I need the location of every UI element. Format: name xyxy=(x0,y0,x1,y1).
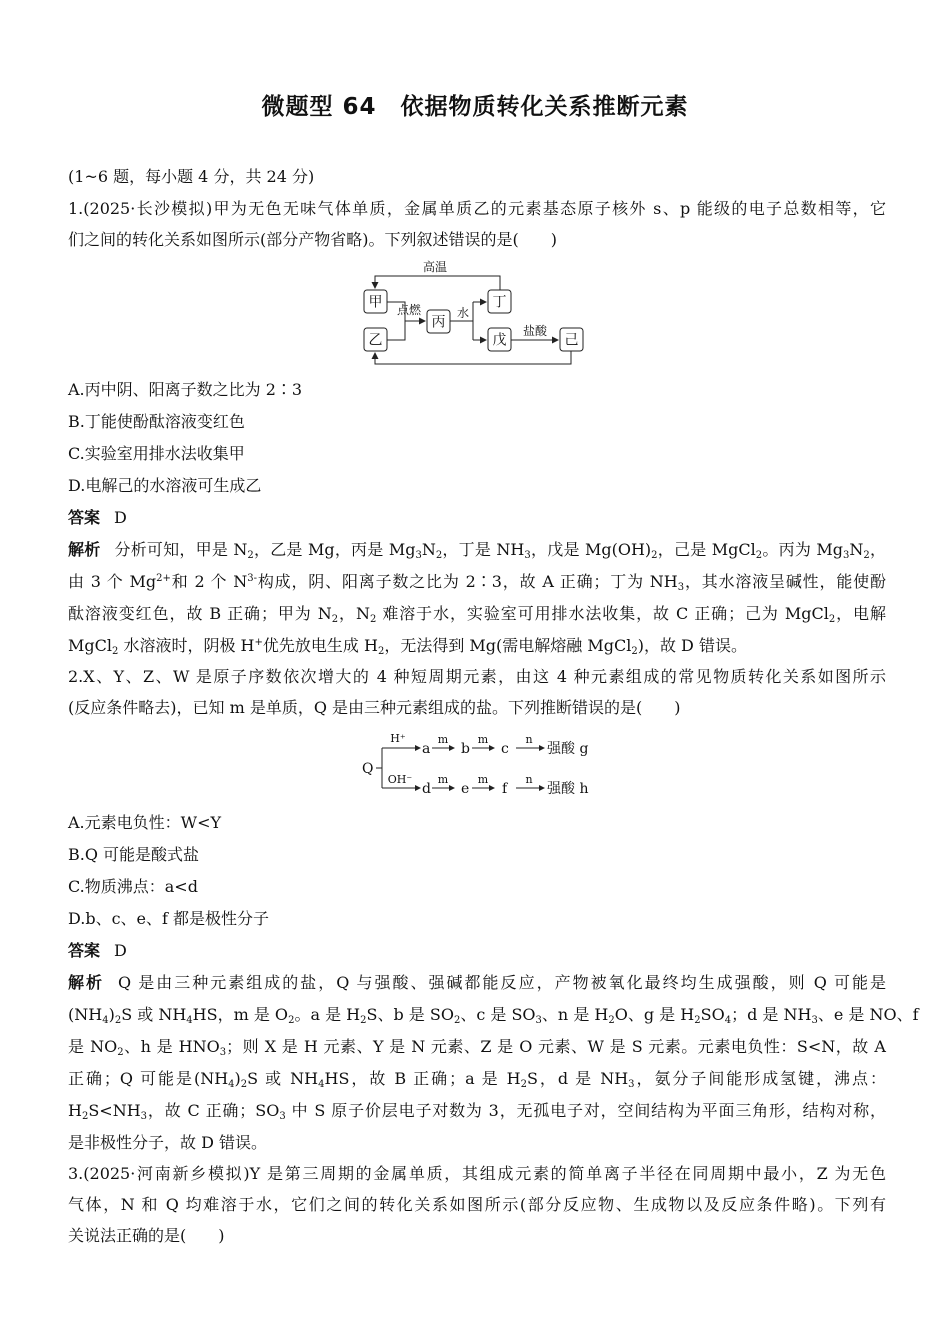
q2-answer xyxy=(68,941,886,961)
q1-answer-value: D xyxy=(114,508,127,527)
q1-option-d: D.电解己的水溶液可生成乙 xyxy=(68,476,262,495)
q2-analysis-line-3: 是 $NO_2$、h 是 $HNO_3$；则 X 是 H 元素、Y 是 N 元素、Z 是 O 元素、W 是 S 元素。元素电负性：S<N，故 A xyxy=(68,1037,886,1058)
q1-node-yi: 乙 xyxy=(368,332,383,349)
q2-node-b: b xyxy=(461,741,470,757)
q1-analysis-line-4: MgCl$_2$ 水溶液时，阴极 H+优先放电生成 $H_2$，无法得到 Mg(需电解熔融 MgCl$_2$)，故 D 错误。 xyxy=(68,636,747,657)
page-title: 微题型 64 依据物质转化关系推断元素 xyxy=(261,94,689,120)
q1-analysis-line-1: 解析 分析可知，甲是 $N_2$，乙是 Mg，丙是 $Mg_3N_2$，丁是 $NH_3$，戊是 $Mg(OH)_2$，己是 MgCl$_2$。丙为 $Mg_3N_2$， xyxy=(68,540,886,561)
q1-option-a: A.丙中阴、阳离子数之比为 2∶3 xyxy=(68,380,303,399)
q2-analysis-line-6: 是非极性分子，故 D 错误。 xyxy=(68,1133,268,1152)
q2-option-a: A.元素电负性：W<Y xyxy=(68,813,222,832)
q2-label-oh-minus: OH⁻ xyxy=(387,773,413,786)
q1-analysis-line-2: 由 3 个 $Mg^{2+}$和 2 个 $N^{3-}$构成，阴、阳离子数之比为 2∶3，故 A 正确；丁为 $NH_3$，其水溶液呈碱性，能使酚 xyxy=(68,572,886,593)
q2-stem-line-2: (反应条件略去)，已知 m 是单质，Q 是由三种元素组成的盐。下列推断错误的是( ) xyxy=(68,698,681,717)
q1-stem-line-2: 们之间的转化关系如图所示(部分产物省略)。下列叙述错误的是( ) xyxy=(68,230,557,249)
q2-analysis-line-1: 解析 Q 是由三种元素组成的盐，Q 与强酸、强碱都能反应，产物被氧化最终均生成强酸，则 Q 可能是 xyxy=(68,973,886,992)
q2-analysis-line-2: $(NH_4)_2S$ 或 $NH_4HS$，m 是 $O_2$。a 是 $H_2S$、b 是 $SO_2$、c 是 $SO_3$、n 是 $H_2O$、g 是 $H_2SO_4$；d 是 $NH_3$、e 是 NO、f xyxy=(68,1005,919,1026)
q2-node-d: d xyxy=(422,781,431,797)
q1-node-ding: 丁 xyxy=(492,294,507,311)
q2-node-f: f xyxy=(502,781,508,797)
q2-analysis-line-5: $H_2S<NH_3$，故 C 正确；$SO_3$ 中 S 原子价层电子对数为 3，无孤电子对，空间结构为平面三角形，结构对称， xyxy=(68,1101,886,1122)
q1-option-c: C.实验室用排水法收集甲 xyxy=(68,444,245,463)
q2-option-d: D.b、c、e、f 都是极性分子 xyxy=(68,909,270,928)
q3-stem-line-3: 关说法正确的是( ) xyxy=(68,1226,225,1245)
q1-stem-line-1: 1.(2025·长沙模拟)甲为无色无味气体单质，金属单质乙的元素基态原子核外 s、p 能级的电子总数相等，它 xyxy=(68,199,886,218)
q1-label-yansuan: 盐酸 xyxy=(522,324,548,338)
q2-node-q: Q xyxy=(362,761,374,777)
intro-text: (1~6 题，每小题 4 分，共 24 分) xyxy=(68,167,315,186)
q3-stem-line-1: 3.(2025·河南新乡模拟)Y 是第三周期的金属单质，其组成元素的简单离子半径在同周期中最小，Z 为无色 xyxy=(68,1164,886,1183)
q2-node-e: e xyxy=(461,781,470,797)
q2-node-h: 强酸 h xyxy=(547,781,589,797)
q2-node-a: a xyxy=(422,741,431,757)
q2-node-g: 强酸 g xyxy=(547,741,589,757)
q1-answer xyxy=(68,508,886,528)
q1-label-shui: 水 xyxy=(456,306,470,320)
q2-node-c: c xyxy=(501,741,509,757)
q2-label-m-1: m xyxy=(437,733,449,746)
q2-stem-line-1: 2.X、Y、Z、W 是原子序数依次增大的 4 种短周期元素，由这 4 种元素组成的常见物质转化关系如图所示 xyxy=(68,667,886,686)
q2-option-c: C.物质沸点：a<d xyxy=(68,877,198,896)
q2-label-n-1: n xyxy=(525,733,533,746)
q2-transformation-diagram xyxy=(358,728,608,804)
q2-answer-label: 答案 xyxy=(68,941,101,960)
q1-label-dianran: 点燃 xyxy=(396,303,422,317)
q1-node-bing: 丙 xyxy=(431,314,446,331)
q1-node-jia: 甲 xyxy=(368,294,383,311)
q2-label-h-plus: H⁺ xyxy=(390,732,406,745)
q1-node-ji: 己 xyxy=(564,332,579,349)
q3-stem-line-2: 气体，N 和 Q 均难溶于水，它们之间的转化关系如图所示(部分反应物、生成物以及反应条件略)。下列有 xyxy=(68,1195,886,1214)
q2-answer-value: D xyxy=(114,941,127,960)
q2-label-m-4: m xyxy=(477,773,489,786)
q1-option-b: B.丁能使酚酞溶液变红色 xyxy=(68,412,245,431)
q1-node-wu: 戊 xyxy=(492,332,507,349)
q2-label-m-2: m xyxy=(477,733,489,746)
q2-option-b: B.Q 可能是酸式盐 xyxy=(68,845,200,864)
q1-analysis-line-3: 酞溶液变红色，故 B 正确；甲为 $N_2$，$N_2$ 难溶于水，实验室可用排水法收集，故 C 正确；己为 MgCl$_2$，电解 xyxy=(68,604,886,625)
q1-transformation-diagram xyxy=(355,258,595,370)
q1-label-gaowen: 高温 xyxy=(422,260,448,274)
q1-answer-label: 答案 xyxy=(68,508,101,527)
q2-label-n-2: n xyxy=(525,773,533,786)
q2-label-m-3: m xyxy=(437,773,449,786)
q2-analysis-line-4: 正确；Q 可能是$(NH_4)_2S$ 或 $NH_4HS$，故 B 正确；a 是 $H_2S$，d 是 $NH_3$，氨分子间能形成氢键，沸点： xyxy=(68,1069,886,1090)
